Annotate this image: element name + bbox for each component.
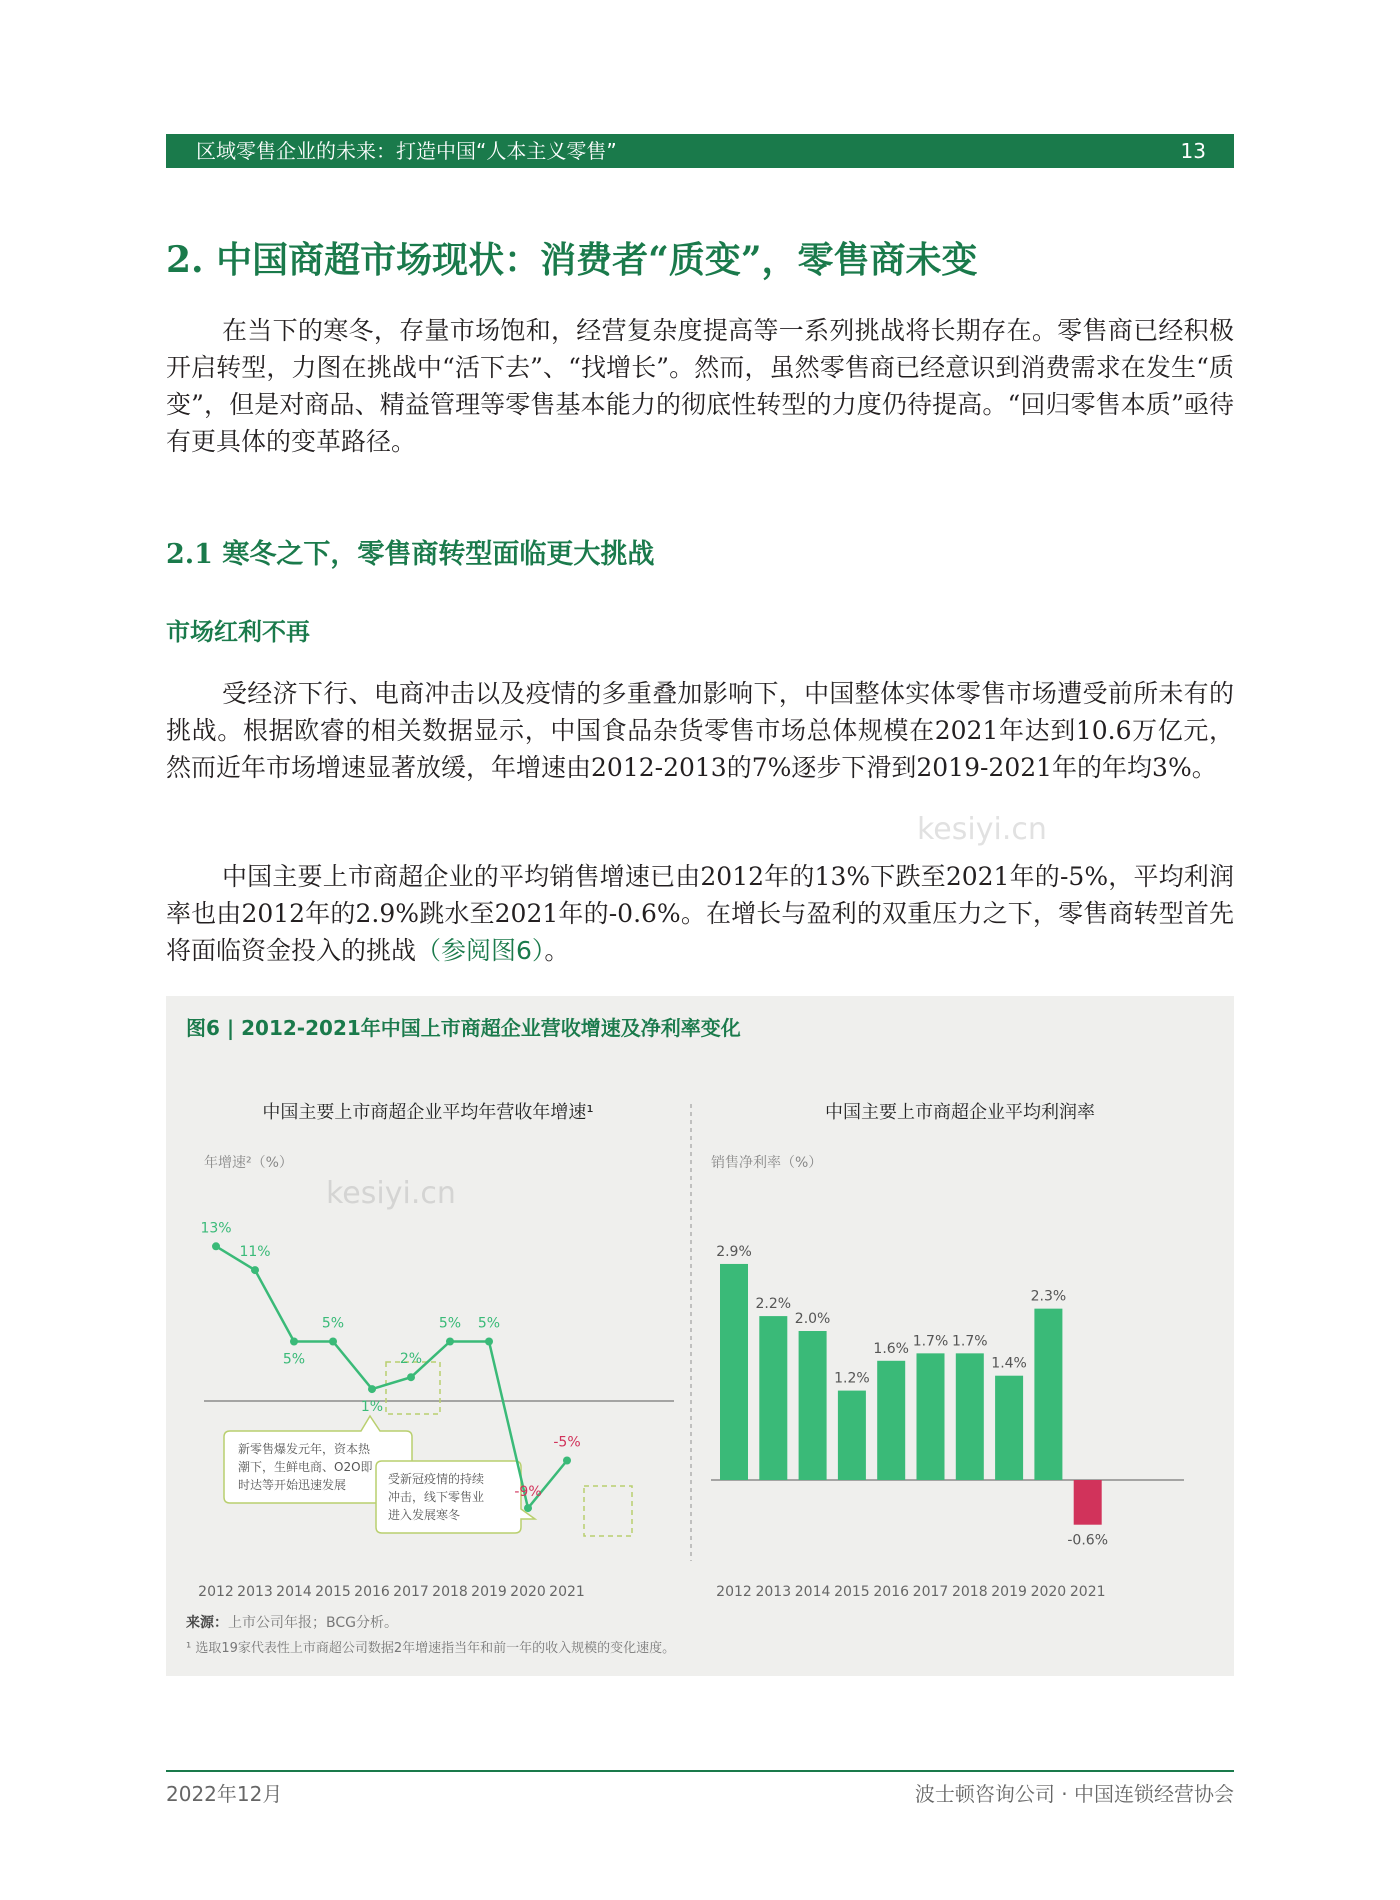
growth-label-2019: 5% (477, 1315, 501, 1332)
footer-date: 2022年12月 (166, 1782, 283, 1806)
source-text: 上市公司年报；BCG分析。 (228, 1615, 398, 1631)
growth-label-2013: 11% (239, 1244, 271, 1261)
bar-chart-ylabel: 销售净利率（%） (711, 1155, 823, 1171)
highlight-2016 (386, 1362, 440, 1414)
paragraph-growth (166, 858, 1234, 969)
bar-chart-title: 中国主要上市商超企业平均利润率 (825, 1102, 1095, 1123)
figure-reference-link[interactable]: （参阅图6） (416, 936, 545, 965)
bar-x-tick-2015: 2015 (834, 1584, 870, 1600)
bar-x-tick-2018: 2018 (951, 1584, 988, 1600)
figure-watermark: kesiyi.cn (326, 1176, 456, 1211)
line-x-tick-2013: 2013 (237, 1584, 273, 1600)
line-x-tick-2016: 2016 (354, 1584, 390, 1600)
growth-label-2018: 5% (438, 1315, 462, 1332)
page-number: 13 (1180, 139, 1206, 163)
paragraph-market: 受经济下行、电商冲击以及疫情的多重叠加影响下，中国整体实体零售市场遭受前所未有的挑战。根据欧睿的相关数据显示，中国食品杂货零售市场总体规模在2021年达到10.6万亿元，然而近年市场增速显著放缓，年增速由2012-2013的7%逐步下滑到2019-2021年的年均3%。 (166, 679, 1234, 782)
margin-bar-2021 (1074, 1480, 1102, 1525)
margin-bar-2018 (956, 1353, 984, 1480)
footer-divider (166, 1770, 1234, 1772)
margin-label-2014: 2.0% (794, 1311, 831, 1327)
growth-label-2017: 2% (399, 1351, 423, 1368)
bar-x-tick-2013: 2013 (755, 1584, 792, 1600)
paragraph-growth-text: 中国主要上市商超企业的平均销售增速已由2012年的13%下跌至2021年的-5%，平均利润率也由2012年的2.9%跳水至2021年的-0.6%。在增长与盈利的双重压力之下，零售商转型首先将面临资金投入的挑战 (166, 862, 1234, 965)
bar-x-tick-2021: 2021 (1069, 1584, 1106, 1600)
margin-bar-2015 (838, 1391, 866, 1480)
line-x-tick-2014: 2014 (276, 1584, 312, 1600)
line-x-tick-2018: 2018 (432, 1584, 468, 1600)
bar-x-tick-2014: 2014 (794, 1584, 831, 1600)
growth-point-2012 (212, 1242, 220, 1250)
margin-label-2020: 2.3% (1030, 1288, 1067, 1305)
margin-label-2018: 1.7% (952, 1333, 988, 1350)
line-x-tick-2019: 2019 (471, 1584, 507, 1600)
margin-bar-2014 (799, 1331, 827, 1480)
callout-2020-text: 受新冠疫情的持续 冲击，线下零售业 进入发展寒冬 (388, 1472, 485, 1522)
bar-x-tick-2017: 2017 (912, 1584, 949, 1600)
figure-footnote: ¹ 选取19家代表性上市商超公司数据2年增速指当年和前一年的收入规模的变化速度。 (186, 1641, 676, 1656)
header-bar (166, 134, 1234, 168)
figure-title: 图6 | 2012-2021年中国上市商超企业营收增速及净利率变化 (186, 1016, 741, 1040)
margin-label-2016: 1.6% (873, 1340, 909, 1357)
growth-point-2017 (407, 1373, 415, 1381)
callout-2016-text: 新零售爆发元年，资本热 潮下，生鲜电商、O2O即 时达等开始迅速发展 (238, 1442, 373, 1492)
line-chart-ylabel: 年增速²（%） (204, 1155, 293, 1171)
highlight-2020 (584, 1486, 632, 1536)
growth-label-2020: -9% (514, 1484, 542, 1501)
margin-label-2017: 1.7% (912, 1333, 949, 1350)
margin-label-2015: 1.2% (834, 1370, 870, 1387)
margin-label-2012: 2.9% (716, 1243, 752, 1260)
growth-label-2014: 5% (282, 1351, 306, 1368)
bar-series (716, 1244, 1108, 1600)
line-x-tick-2020: 2020 (510, 1584, 546, 1600)
figure-6 (166, 996, 1234, 1676)
margin-bar-2016 (877, 1361, 905, 1480)
footer-publisher: 波士顿咨询公司 · 中国连锁经营协会 (914, 1782, 1234, 1806)
bar-x-tick-2020: 2020 (1030, 1584, 1067, 1600)
growth-point-2013 (251, 1266, 259, 1274)
line-x-tick-2017: 2017 (393, 1584, 429, 1600)
growth-point-2018 (446, 1338, 454, 1346)
growth-point-2021 (563, 1457, 571, 1465)
growth-point-2014 (290, 1338, 298, 1346)
header-title: 区域零售企业的未来：打造中国“人本主义零售” (196, 139, 617, 163)
margin-label-2021: -0.6% (1067, 1532, 1109, 1549)
paragraph-growth-end: 。 (544, 936, 570, 965)
line-x-tick-2015: 2015 (315, 1584, 351, 1600)
bar-x-tick-2012: 2012 (716, 1584, 752, 1600)
growth-point-2019 (485, 1338, 493, 1346)
source-label: 来源： (186, 1615, 228, 1631)
figure-source (186, 1612, 398, 1632)
line-x-tick-2021: 2021 (549, 1584, 585, 1600)
margin-bar-2017 (917, 1353, 945, 1480)
figure-chart-canvas (166, 996, 1234, 1676)
growth-point-2015 (329, 1338, 337, 1346)
bar-x-tick-2016: 2016 (873, 1584, 910, 1600)
watermark: kesiyi.cn (917, 812, 1047, 847)
growth-label-2021: -5% (553, 1434, 581, 1451)
margin-bar-2012 (720, 1264, 748, 1480)
margin-bar-2013 (759, 1316, 787, 1480)
growth-label-2016: 1% (360, 1399, 384, 1416)
line-series (198, 1220, 585, 1600)
growth-label-2012: 13% (200, 1220, 232, 1237)
growth-point-2016 (368, 1385, 376, 1393)
subsection-title: 2.1 寒冬之下，零售商转型面临更大挑战 (166, 539, 655, 570)
margin-bar-2019 (995, 1376, 1023, 1480)
subsub-title: 市场红利不再 (166, 617, 310, 646)
line-x-tick-2012: 2012 (198, 1584, 234, 1600)
growth-point-2020 (524, 1504, 532, 1512)
growth-label-2015: 5% (321, 1315, 345, 1332)
intro-paragraph: 在当下的寒冬，存量市场饱和，经营复杂度提高等一系列挑战将长期存在。零售商已经积极开启转型，力图在挑战中“活下去”、“找增长”。然而，虽然零售商已经意识到消费需求在发生“质变”，但是对商品、精益管理等零售基本能力的彻底性转型的力度仍待提高。“回归零售本质”亟待有更具体的变革路径。 (166, 316, 1234, 456)
bar-x-tick-2019: 2019 (991, 1584, 1027, 1600)
line-chart-title: 中国主要上市商超企业平均年营收年增速¹ (262, 1102, 594, 1123)
margin-bar-2020 (1034, 1309, 1062, 1480)
margin-label-2019: 1.4% (991, 1355, 1027, 1372)
section-title: 2. 中国商超市场现状：消费者“质变”，零售商未变 (166, 239, 978, 281)
margin-label-2013: 2.2% (755, 1296, 792, 1313)
